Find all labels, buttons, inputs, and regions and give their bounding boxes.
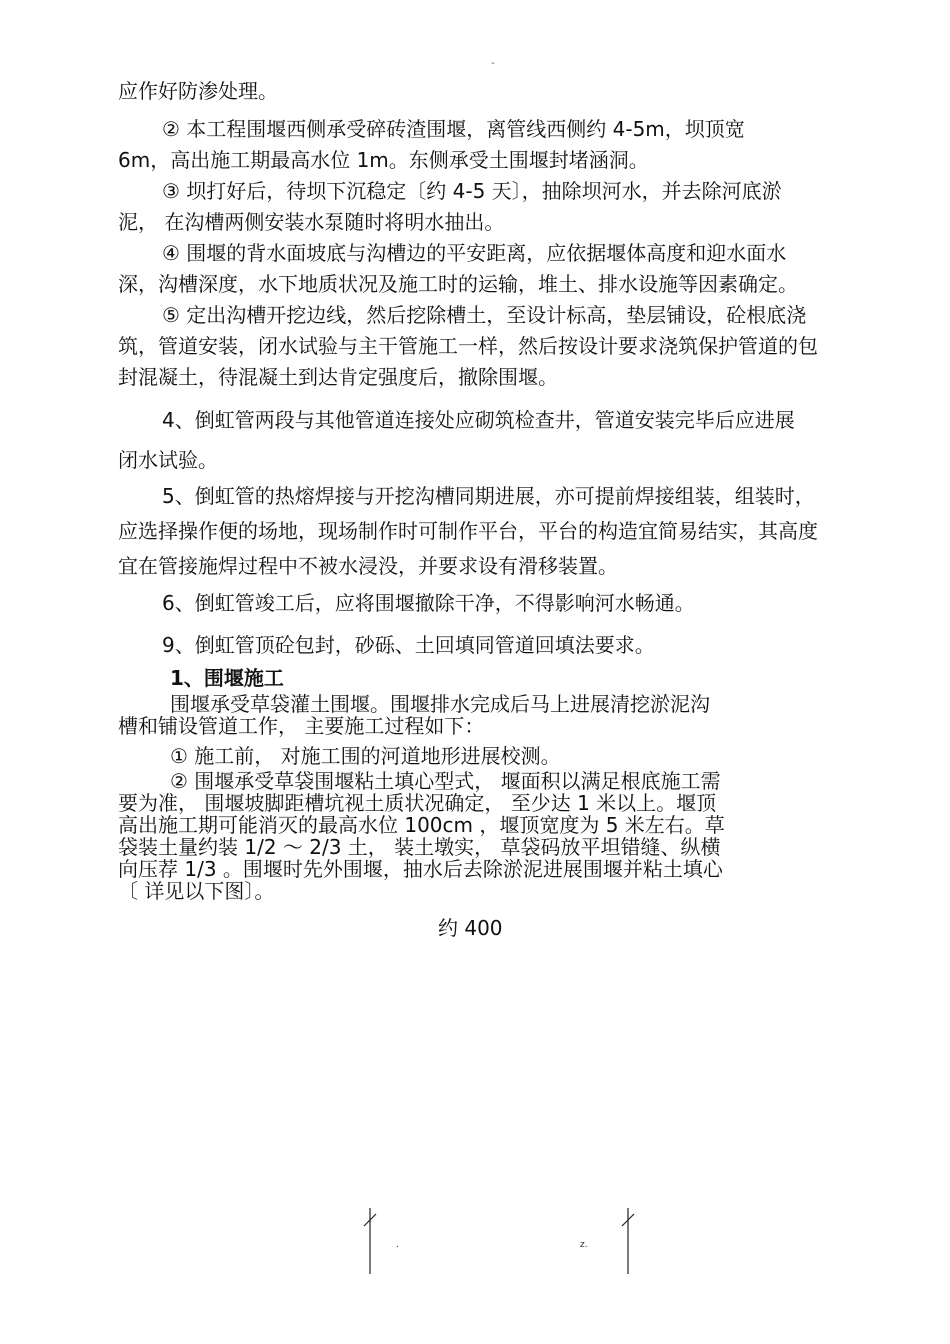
paragraph-7	[118, 479, 886, 584]
crop-mark-right	[620, 1208, 640, 1274]
text-line: ② 围堰承受草袋围堰粘土填心型式， 堰面积以满足根底施工需	[170, 769, 721, 793]
header-mark: -	[491, 58, 495, 69]
dense-paragraph-1	[118, 693, 878, 737]
text-line: 5、倒虹管的热熔焊接与开挖沟槽同期进展，亦可提前焊接组装，组装时，	[162, 484, 815, 508]
text-line: 要为准， 围堰坡脚距槽坑视土质状况确定， 至少达 1 米以上。堰顶	[118, 791, 717, 815]
paragraph-8	[118, 588, 886, 619]
text-line: 筑，管道安装，闭水试验与主干管施工一样，然后按设计要求浇筑保护管道的包	[118, 334, 818, 358]
section-heading: 1、围堰施工	[170, 666, 284, 690]
text-line: 槽和铺设管道工作， 主要施工过程如下：	[118, 714, 485, 738]
text-line: 6m，高出施工期最高水位 1m。东侧承受土围堰封堵涵洞。	[118, 148, 649, 172]
text-line: 6、倒虹管竣工后，应将围堰撤除干净，不得影响河水畅通。	[162, 591, 695, 615]
text-line: 泥， 在沟槽两侧安装水泵随时将明水抽出。	[118, 210, 505, 234]
paragraph-9	[118, 630, 886, 661]
text-line: 9、倒虹管顶砼包封，砂砾、土回填同管道回填法要求。	[162, 633, 655, 657]
text-line: 应选择操作便的场地，现场制作时可制作平台，平台的构造宜简易结实，其高度	[118, 519, 818, 543]
paragraph-2	[118, 114, 886, 176]
crop-mark-left	[362, 1208, 382, 1274]
dense-paragraph-3	[118, 770, 878, 902]
text-line: ① 施工前， 对施工围的河道地形进展校测。	[170, 744, 561, 768]
paragraph-5	[118, 300, 886, 393]
text-line: 围堰承受草袋灌土围堰。围堰排水完成后马上进展清挖淤泥沟	[170, 692, 710, 716]
footer-right-mark: z.	[580, 1240, 588, 1250]
text-line: 向压荐 1/3 。围堰时先外围堰，抽水后去除淤泥进展围堰并粘土填心	[118, 857, 723, 881]
text-line: ③ 坝打好后，待坝下沉稳定〔约 4-5 天〕，抽除坝河水，并去除河底淤	[162, 179, 782, 203]
dense-paragraph-2	[118, 745, 878, 767]
text-line: 宜在管接施焊过程中不被水浸没，并要求设有滑移装置。	[118, 554, 618, 578]
paragraph-1	[118, 76, 886, 107]
text-line: ② 本工程围堰西侧承受碎砖渣围堰，离管线西侧约 4-5m，坝顶宽	[162, 117, 745, 141]
footer-left-mark: .	[396, 1240, 399, 1250]
text-line: 〔 详见以下图〕。	[118, 879, 275, 903]
paragraph-6	[118, 400, 886, 480]
text-line: 深，沟槽深度，水下地质状况及施工时的运输，堆土、排水设施等因素确定。	[118, 272, 798, 296]
text-line: 应作好防渗处理。	[118, 79, 278, 103]
text-line: ⑤ 定出沟槽开挖边线，然后挖除槽土，至设计标高，垫层铺设，砼根底浇	[162, 303, 807, 327]
paragraph-3	[118, 176, 886, 238]
paragraph-4	[118, 238, 886, 300]
text-line: 袋装土量约装 1/2 ～ 2/3 土， 装土墩实， 草袋码放平坦错缝、纵横	[118, 835, 721, 859]
text-line: 高出施工期可能消灭的最高水位 100cm ，堰顶宽度为 5 米左右。草	[118, 813, 725, 837]
text-line: 4、倒虹管两段与其他管道连接处应砌筑检查井，管道安装完毕后应进展	[162, 408, 795, 432]
text-line: 封混凝土，待混凝土到达肯定强度后，撤除围堰。	[118, 365, 558, 389]
text-line: ④ 围堰的背水面坡底与沟槽边的平安距离，应依据堰体高度和迎水面水	[162, 241, 787, 265]
text-line: 闭水试验。	[118, 448, 218, 472]
figure-caption: 约 400	[438, 916, 503, 940]
